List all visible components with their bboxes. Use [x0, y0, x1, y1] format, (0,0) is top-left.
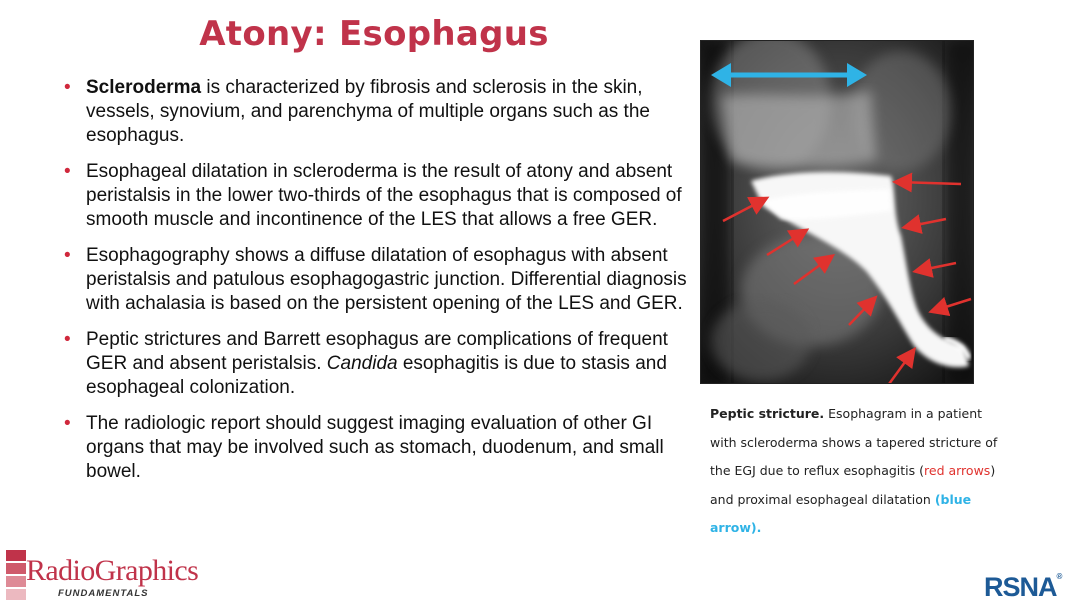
caption-bold: Peptic stricture.	[710, 406, 825, 421]
bullet-item	[64, 328, 688, 400]
bullet-text: The radiologic report should suggest imaging evaluation of other GI organs that may be involved such as stomach, duodenum, and small bowel.	[86, 413, 664, 482]
bullet-italic: Candida	[326, 353, 398, 374]
bullet-icon: •	[64, 161, 71, 182]
radiographics-logo-icon	[6, 550, 26, 600]
caption-red-text: red arrows	[924, 463, 991, 478]
bullet-icon: •	[64, 413, 71, 434]
rsna-logo	[984, 572, 1062, 603]
rsna-logo-text: RSNA	[984, 572, 1057, 602]
radiographics-logo-text: RadioGraphics	[26, 554, 199, 587]
bullet-list	[64, 76, 688, 496]
bullet-text: Peptic strictures and Barrett esophagus are complications of frequent GER and absent peristalsis.	[86, 329, 668, 374]
bullet-lead-bold: Scleroderma	[86, 77, 202, 98]
bullet-icon: •	[64, 245, 71, 266]
radiographics-logo	[6, 548, 226, 604]
bullet-text: is characterized by fibrosis and sclerosis in the skin, vessels, synovium, and parenchyma of multiple organs such as the esophagus.	[86, 77, 650, 146]
figure-caption	[710, 400, 1010, 543]
bullet-text: Esophagography shows a diffuse dilatation of esophagus with absent peristalsis and patulous esophagogastric junction. Differential diagnosis with achalasia is based on the persistent opening of the LES and GER.	[86, 245, 687, 314]
bullet-text: esophagitis is due to stasis and esophageal colonization.	[86, 353, 667, 398]
bullet-item	[64, 412, 688, 484]
bullet-item	[64, 244, 688, 316]
page-title: Atony: Esophagus	[199, 14, 549, 54]
radiographics-logo-subtext: FUNDAMENTALS	[58, 588, 149, 599]
caption-blue-text: (blue arrow).	[710, 491, 972, 535]
bullet-icon: •	[64, 329, 71, 350]
registered-icon: ®	[1056, 572, 1063, 581]
caption-text: Esophagram in a patient with scleroderma shows a tapered stricture of the EGJ due to reflux esophagitis (	[710, 406, 998, 478]
caption-text: ) and proximal esophageal dilatation	[710, 463, 996, 507]
bullet-text: Esophageal dilatation in scleroderma is the result of atony and absent peristalsis in the lower two-thirds of the esophagus that is composed of smooth muscle and incontinence of the LES that allows a free GER.	[86, 161, 682, 230]
esophagram-illustration	[701, 41, 974, 384]
esophagram-image	[700, 40, 974, 384]
bullet-item	[64, 76, 688, 148]
bullet-icon: •	[64, 77, 71, 98]
bullet-item	[64, 160, 688, 232]
